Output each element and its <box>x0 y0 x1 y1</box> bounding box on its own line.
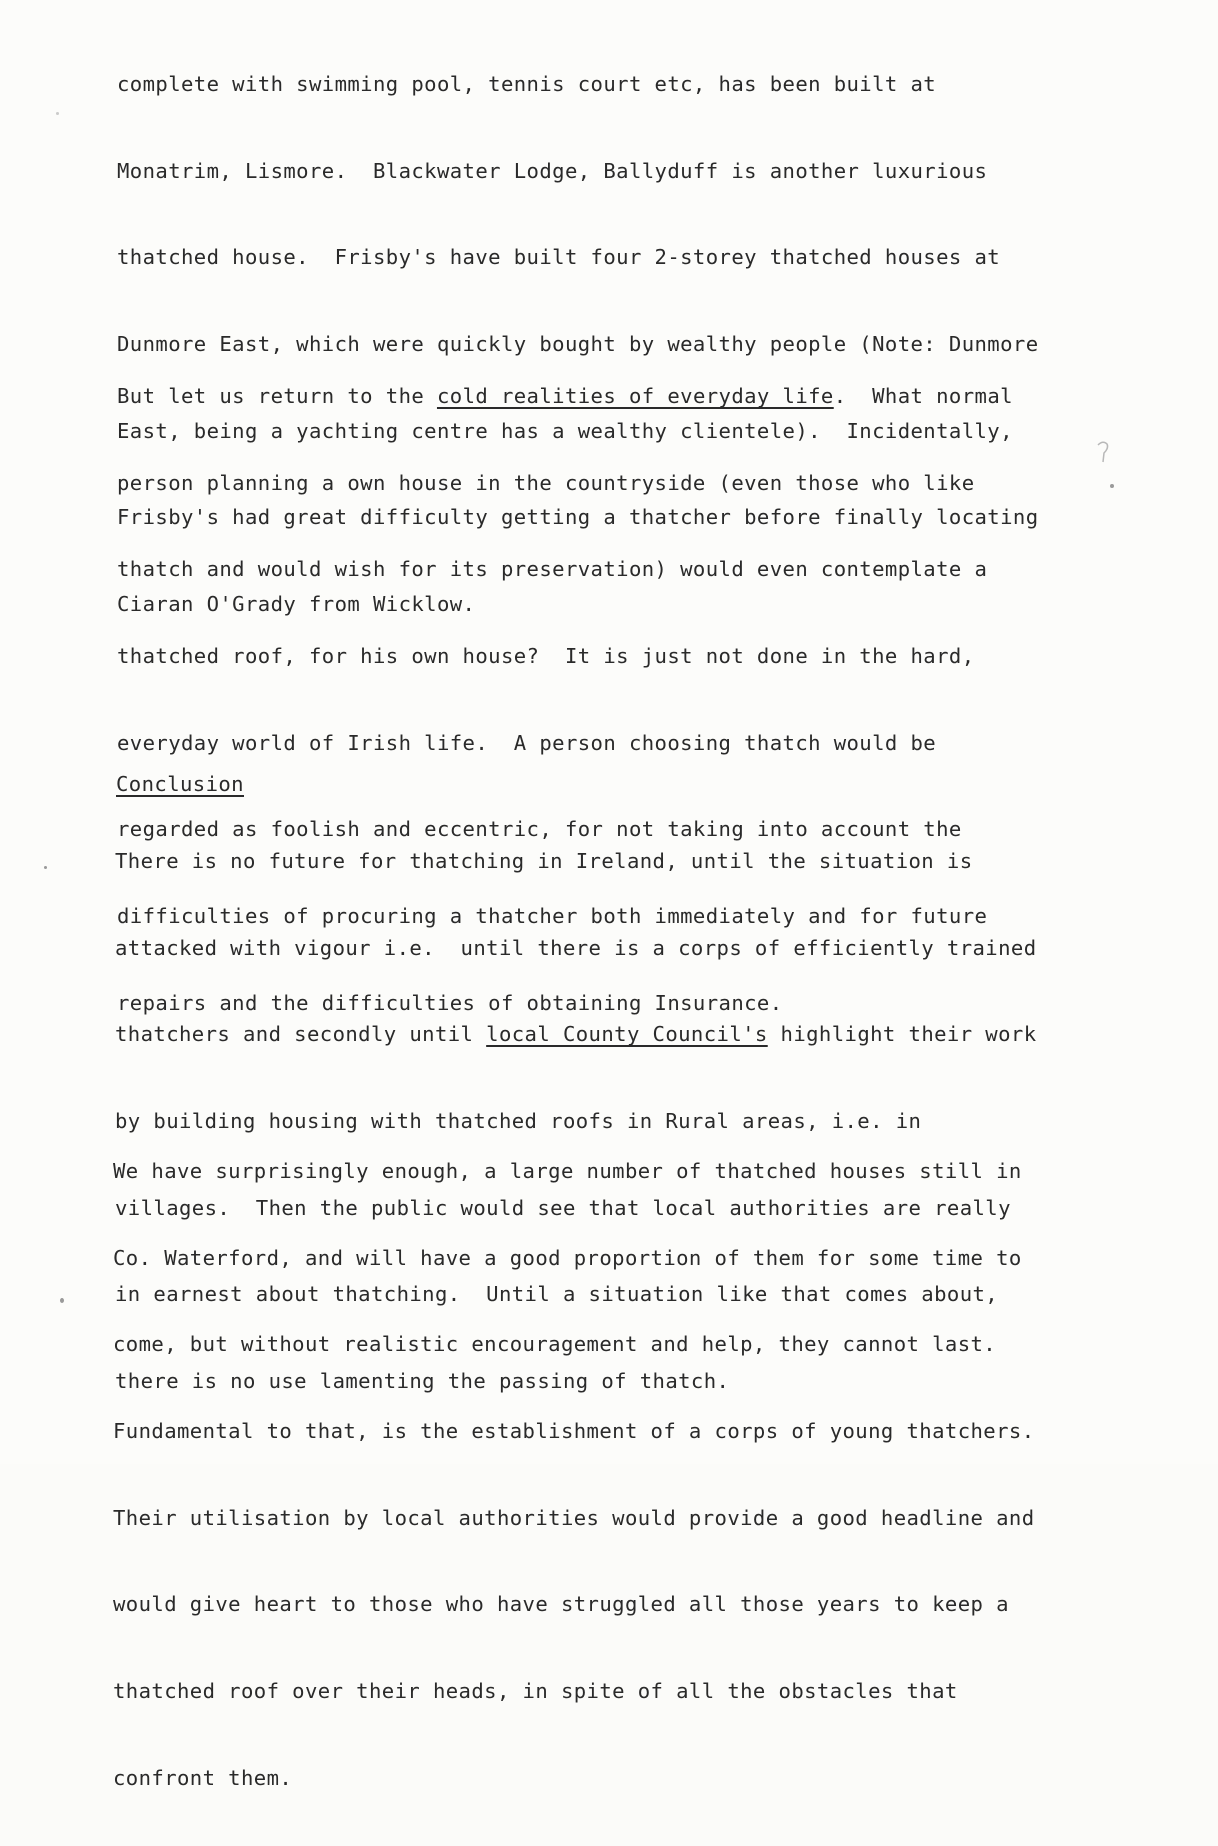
scan-speck <box>56 112 59 115</box>
text-line: thatch and would wish for its preservation) would even contemplate a <box>117 557 988 582</box>
underlined-phrase: cold realities of everyday life <box>436 384 834 408</box>
text-line: Dunmore East, which were quickly bought by wealthy people (Note: Dunmore <box>117 332 1039 357</box>
text-fragment: thatchers and secondly until <box>115 1022 487 1047</box>
text-line: everyday world of Irish life. A person choosing thatch would be <box>117 730 937 755</box>
text-line: Ciaran O'Grady from Wicklow. <box>117 592 476 617</box>
text-line: thatched roof over their heads, in spite of all the obstacles that <box>113 1679 958 1704</box>
text-line: thatched roof, for his own house? It is just not done in the hard, <box>117 644 975 669</box>
text-line: Monatrim, Lismore. Blackwater Lodge, Ballyduff is another luxurious <box>117 158 988 183</box>
scan-speck <box>60 1298 64 1303</box>
text-line: We have surprisingly enough, a large number of thatched houses still in <box>113 1159 1022 1183</box>
text-line: There is no future for thatching in Ireland, until the situation is <box>115 849 973 873</box>
scan-speck <box>1110 484 1114 488</box>
text-line: would give heart to those who have struggled all those years to keep a <box>113 1592 1009 1617</box>
text-line <box>115 1015 1037 1054</box>
text-line: East, being a yachting centre has a wealthy clientele). Incidentally, <box>117 418 1013 443</box>
paragraph-waterford <box>113 1104 1035 1846</box>
text-fragment: But let us return to the <box>117 384 437 408</box>
text-line: confront them. <box>113 1765 293 1790</box>
text-line: Their utilisation by local authorities would provide a good headline and <box>113 1505 1035 1530</box>
text-line: thatched house. Frisby's have built four 2-storey thatched houses at <box>117 245 1001 270</box>
text-fragment: . What normal <box>833 384 1013 408</box>
text-line: in earnest about thatching. Until a situation like that comes about, <box>115 1282 999 1307</box>
text-line: there is no use lamenting the passing of thatch. <box>115 1369 730 1394</box>
text-line: regarded as foolish and eccentric, for not taking into account the <box>117 817 962 842</box>
heading-text: Conclusion <box>116 772 244 796</box>
text-line: repairs and the difficulties of obtaining Insurance. <box>117 990 783 1015</box>
text-line: villages. Then the public would see that local authorities are really <box>115 1195 1011 1220</box>
text-line: Co. Waterford, and will have a good proportion of them for some time to <box>113 1245 1022 1270</box>
text-fragment: highlight their work <box>767 1022 1037 1047</box>
text-line: complete with swimming pool, tennis court etc, has been built at <box>117 72 937 96</box>
text-line: difficulties of procuring a thatcher both immediately and for future <box>117 904 988 929</box>
text-line: come, but without realistic encouragement and help, they cannot last. <box>113 1332 997 1357</box>
text-line: person planning a own house in the countryside (even those who like <box>117 470 975 495</box>
text-line: Fundamental to that, is the establishment of a corps of young thatchers. <box>113 1419 1035 1444</box>
underlined-phrase: local County Council's <box>486 1022 768 1047</box>
text-line: attacked with vigour i.e. until there is a corps of efficiently trained <box>115 935 1037 960</box>
text-line: Frisby's had great difficulty getting a thatcher before finally locating <box>117 505 1039 530</box>
scan-speck <box>44 866 47 869</box>
text-line <box>117 377 1013 416</box>
text-line: by building housing with thatched roofs in Rural areas, i.e. in <box>115 1109 922 1134</box>
pencil-mark-icon <box>1096 440 1110 464</box>
